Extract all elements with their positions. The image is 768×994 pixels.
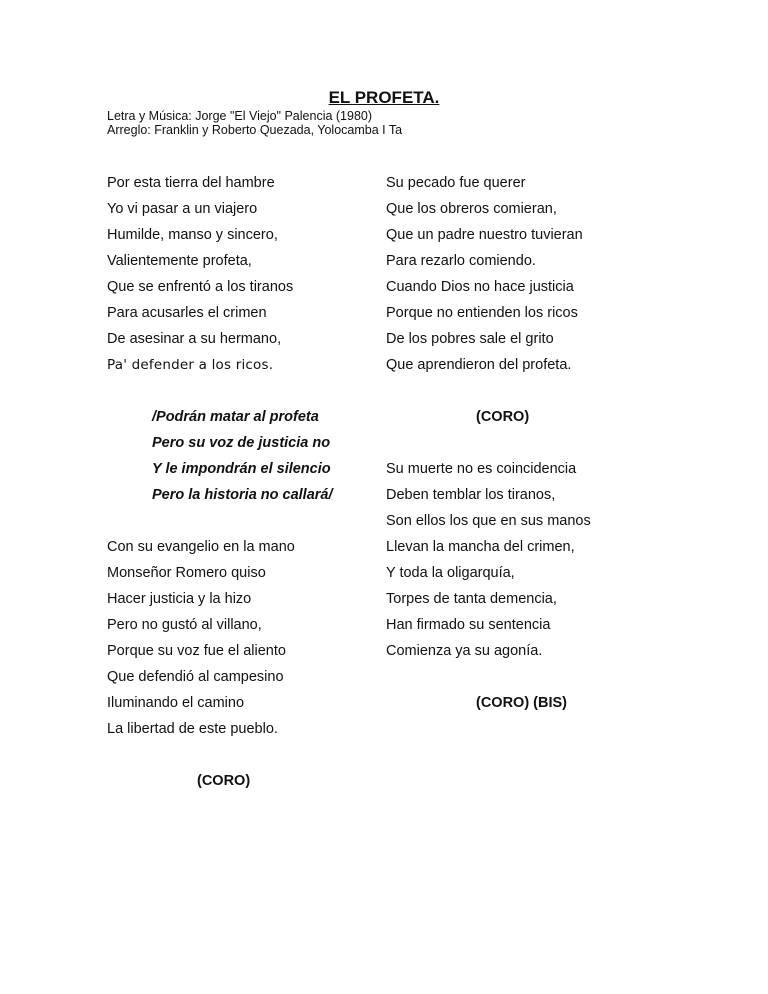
lyric-line: Monseñor Romero quiso — [107, 565, 266, 581]
lyric-line: De los pobres sale el grito — [386, 331, 554, 347]
lyric-line: Que se enfrentó a los tiranos — [107, 279, 294, 295]
lyric-line: Torpes de tanta demencia, — [386, 591, 557, 607]
right-column — [386, 170, 591, 716]
lyric-line: Deben temblar los tiranos, — [386, 487, 556, 503]
chorus-line: Y le impondrán el silencio — [152, 461, 331, 477]
lyric-line: Con su evangelio en la mano — [107, 539, 295, 555]
lyric-line: Son ellos los que en sus manos — [386, 513, 591, 529]
lyric-line: Por esta tierra del hambre — [107, 175, 275, 191]
lyric-line: Que los obreros comieran, — [386, 201, 557, 217]
lyric-line: Yo vi pasar a un viajero — [107, 201, 258, 217]
chorus-line: Pero su voz de justicia no — [152, 435, 331, 451]
lyric-line: Humilde, manso y sincero, — [107, 227, 278, 243]
lyric-line: Valientemente profeta, — [107, 253, 252, 269]
lyric-line: Para acusarles el crimen — [107, 305, 267, 321]
song-title: EL PROFETA. — [328, 88, 440, 107]
chorus-line: Pero la historia no callará/ — [152, 487, 333, 503]
lyric-line: Su muerte no es coincidencia — [386, 461, 577, 477]
lyric-line: Que un padre nuestro tuvieran — [386, 227, 583, 243]
credits-arrangement: Arreglo: Franklin y Roberto Quezada, Yolocamba I Ta — [107, 123, 403, 137]
credits-music: Letra y Música: Jorge "El Viejo" Palencia (1980) — [107, 109, 373, 123]
lyric-line: Pero no gustó al villano, — [107, 617, 262, 633]
lyric-line: De asesinar a su hermano, — [107, 331, 282, 347]
lyric-line: La libertad de este pueblo. — [107, 721, 278, 737]
lyric-line: Pa' defender a los ricos. — [107, 357, 274, 373]
left-column — [107, 170, 333, 794]
chorus-line: /Podrán matar al profeta — [152, 409, 319, 425]
lyric-line: Porque su voz fue el aliento — [107, 643, 286, 659]
credits — [107, 109, 402, 137]
lyric-line: Iluminando el camino — [107, 695, 245, 711]
lyric-line: Que defendió al campesino — [107, 669, 284, 685]
lyric-line: Llevan la mancha del crimen, — [386, 539, 575, 555]
lyric-line: Hacer justicia y la hizo — [107, 591, 252, 607]
lyric-line: Para rezarlo comiendo. — [386, 253, 536, 269]
coro-bis-marker: (CORO) (BIS) — [476, 695, 568, 711]
lyric-line: Su pecado fue querer — [386, 175, 526, 191]
lyric-line: Comienza ya su agonía. — [386, 643, 543, 659]
lyric-line: Y toda la oligarquía, — [386, 565, 515, 581]
lyric-line: Cuando Dios no hace justicia — [386, 279, 574, 295]
lyric-line: Porque no entienden los ricos — [386, 305, 578, 321]
lyric-line: Han firmado su sentencia — [386, 617, 551, 633]
lyric-line: Que aprendieron del profeta. — [386, 357, 572, 373]
coro-marker: (CORO) — [197, 773, 251, 789]
coro-marker: (CORO) — [476, 409, 530, 425]
